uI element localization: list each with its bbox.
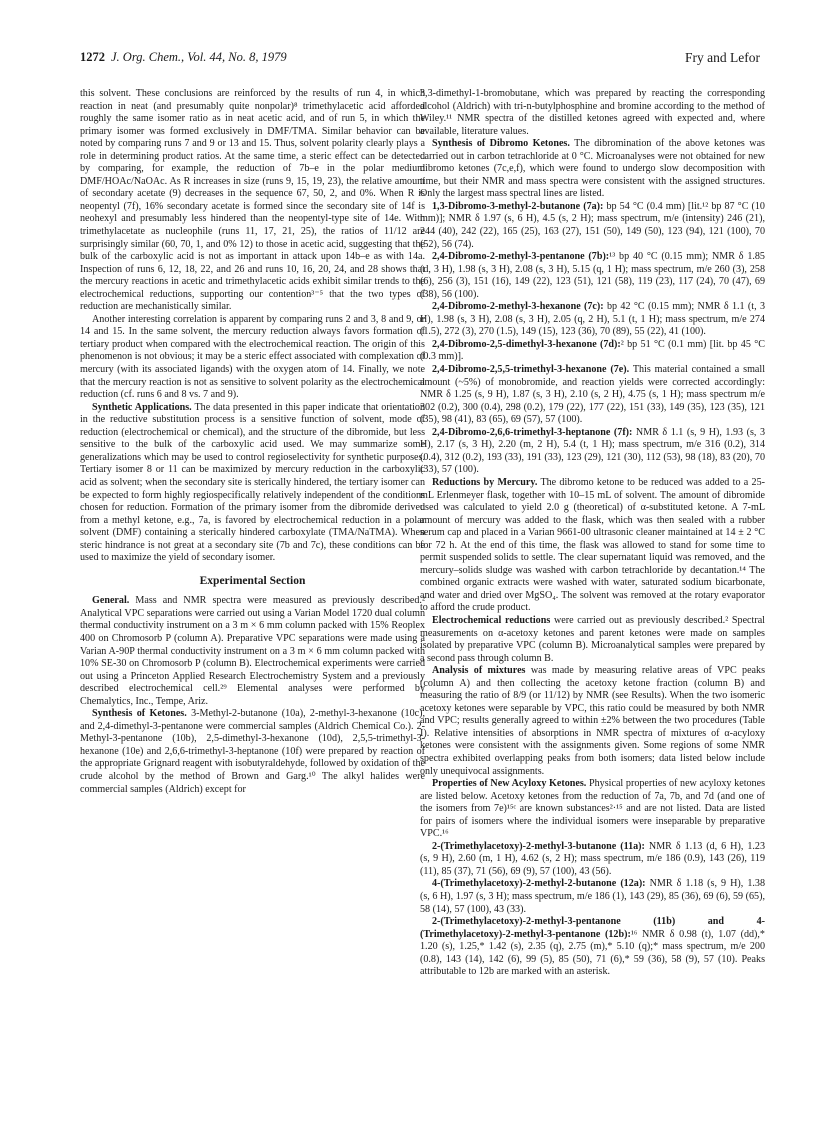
paragraph-text: The dibromo ketone to be reduced was added to a 25-mL Erlenmeyer flask, together with 10–15 mL of solvent. The amount of dibromide used was calculated to yield 2.0 g (theoretical) of α-substituted ketone. A 7-mL amount of mercury was added to the flask, which was then sealed with a rubber serum cap and placed in a Varian 9661-00 ultrasonic cleaner maintained at 14 ± 2 °C for 72 h. At the end of this time, the flask was allowed to stand for some time to permit suspended solids to settle. The clear supernatant liquid was removed, and the mercury–solids sludge was washed with carbon tetrachloride by decantation.¹⁴ The combined organic extracts were washed with water, saturated sodium bicarbonate, and water and dried over MgSO₄. The solvent was removed at the rotary evaporator to afford the crude product.	[420, 476, 765, 614]
run-in-heading: 2-(Trimethylacetoxy)-2-methyl-3-pentanone (11b) and 4-(Trimethylacetoxy)-2-methyl-3-pentanone (12b):	[420, 916, 765, 940]
run-in-heading: 2,4-Dibromo-2,5-dimethyl-3-hexanone (7d):	[432, 338, 621, 350]
paragraph	[80, 314, 425, 402]
paragraph	[420, 88, 765, 138]
run-in-heading: 2,4-Dibromo-2-methyl-3-pentanone (7b):	[432, 251, 610, 263]
page-header	[80, 50, 760, 72]
paragraph	[420, 916, 765, 979]
paragraph	[420, 778, 765, 841]
right-paragraphs	[420, 88, 765, 979]
run-in-heading: 4-(Trimethylacetoxy)-2-methyl-2-butanone (12a):	[432, 878, 646, 890]
run-in-heading: Reductions by Mercury.	[432, 476, 538, 488]
left-paragraphs	[80, 88, 425, 565]
run-in-heading: 2-(Trimethylacetoxy)-2-methyl-3-butanone (11a):	[432, 840, 645, 852]
paragraph-text: Another interesting correlation is apparent by comparing runs 2 and 3, 8 and 9, or 14 and 15. In the same solvent, the mercury reduction always favors formation of tertiary product when compared with the electrochemical reaction. The origin of this phenomenon is not obvious; it may be a steric effect associated with complexation of mercury (with its associated ligands) with the oxygen atom of 14. Finally, we note that the mercury reaction is not as sensitive to solvent polarity as the electrochemical reduction (cf. runs 6 and 8 vs. 7 and 9).	[80, 313, 425, 401]
run-in-heading: 2,4-Dibromo-2,5,5-trimethyl-3-hexanone (7e).	[432, 364, 630, 376]
paragraph	[80, 88, 425, 314]
paragraph	[420, 138, 765, 201]
paragraph-text: 3,3-dimethyl-1-bromobutane, which was prepared by reacting the corresponding alcohol (Aldrich) with tri-n-butylphosphine and bromine according to the method of Wiley.¹¹ NMR spectra of the distilled ketones agreed with expected and, where available, literature values.	[420, 88, 765, 137]
paragraph-text: NMR δ 1.18 (s, 9 H), 1.38 (s, 6 H), 1.97 (s, 3 H); mass spectrum, m/e 186 (1), 143 (29), 85 (36), 69 (6), 59 (65), 58 (14), 57 (100), 43 (33).	[420, 878, 766, 915]
paragraph	[80, 402, 425, 565]
paragraph-text: The dibromination of the above ketones was carried out in carbon tetrachloride at 0 °C. Microanalyses were not obtained for new dibromo ketones (7c,e,f), which were found to undergo slow decomposition with time, but their NMR and mass spectra were consistent with the assigned structures. Only the largest mass spectral lines are listed.	[420, 138, 765, 200]
run-in-heading: Analysis of mixtures	[432, 665, 526, 677]
run-in-heading: Synthesis of Ketones.	[92, 708, 187, 720]
paragraph-text: 3-Methyl-2-butanone (10a), 2-methyl-3-hexanone (10c), and 2,4-dimethyl-3-pentanone were commercial samples (Aldrich Chemical Co.). 2-Methyl-3-pentanone (10b), 2,5-dimethyl-3-hexanone (10d), 2,5,5-trimethyl-3-hexanone (10e) and 2,6,6-trimethyl-3-heptanone (10f) were prepared by reaction of the appropriate Grignard reagent with isobutyraldehyde, followed by oxidation of the crude alcohol by the method of Brown and Garg.¹⁰ The alkyl halides were commercial samples (Aldrich) except for	[80, 708, 425, 795]
paragraph-text: was made by measuring relative areas of VPC peaks (column A) and then collecting the acetoxy ketone fraction (column B) and measuring the ratio of 8/9 (or 11/12) by NMR (see Results). When the two isomeric acetoxy ketones were separable by VPC, this ratio could be measured by both NMR and VPC; results generally agreed to within ±2% between the two procedures (Table I). Relative intensities of absorptions in NMR spectra of mixtures of α-acyloxy ketones were consistent with the assignments given. Some regions of some NMR spectra exhibited overlapping peaks from both isomers; data listed below include only unequivocal assignments.	[420, 665, 765, 777]
paragraph	[80, 595, 425, 708]
paragraph	[420, 878, 765, 916]
experimental-paragraphs	[80, 595, 425, 796]
run-in-heading: Synthesis of Dibromo Ketones.	[432, 138, 570, 150]
header-citation	[80, 50, 287, 65]
paragraph	[420, 615, 765, 665]
paragraph-text: Physical properties of new acyloxy ketones are listed below. Acetoxy ketones from the reduction of 7a, 7b, and 7d (and one of the isomers from 7e)¹⁵ᶜ are known substances²·¹⁵ and are not listed. Data are listed for pairs of isomers where the individual isomers were inseparable by preparative VPC.¹⁶	[420, 778, 765, 840]
run-in-heading: 2,4-Dibromo-2-methyl-3-hexanone (7c):	[432, 301, 604, 313]
paragraph	[80, 708, 425, 796]
run-in-heading: Synthetic Applications.	[92, 401, 192, 413]
paragraph-text: ¹³ bp 40 °C (0.15 mm); NMR δ 1.85 (d, 3 H), 1.98 (s, 3 H), 2.08 (s, 3 H), 5.15 (q, 1 H); mass spectrum, m/e 260 (3), 258 (6), 256 (3), 151 (16), 149 (22), 123 (51), 121 (58), 119 (23), 117 (24), 70 (47), 69 (38), 56 (100).	[420, 251, 765, 300]
paragraph-text: NMR δ 1.13 (d, 6 H), 1.23 (s, 9 H), 2.60 (m, 1 H), 4.62 (s, 2 H); mass spectrum, m/e 186 (0.9), 143 (26), 119 (11), 85 (37), 71 (56), 69 (9), 57 (100), 43 (56).	[420, 840, 765, 877]
paragraph-text: ¹⁶ NMR δ 0.98 (t), 1.07 (dd),* 1.20 (s), 1.25,* 1.42 (s), 2.35 (q), 2.75 (m),* 5.10 (q);* mass spectrum, m/e 200 (0.8), 143 (14), 142 (6), 99 (5), 85 (50), 71 (6),* 59 (36), 58 (9), 57 (10). Peaks attributable to 12b are marked with an asterisk.	[420, 928, 765, 978]
left-column	[80, 88, 425, 796]
run-in-heading: Electrochemical reductions	[432, 614, 551, 626]
paragraph-text: bp 42 °C (0.15 mm); NMR δ 1.1 (t, 3 H), 1.98 (s, 3 H), 2.08 (s, 3 H), 2.05 (q, 2 H), 5.1 (t, 1 H); mass spectrum, m/e 274 (1.5), 272 (3), 270 (1.5), 149 (15), 123 (36), 70 (89), 55 (22), 41 (100).	[420, 301, 765, 338]
page-number: 1272	[80, 50, 105, 64]
run-in-heading: Properties of New Acyloxy Ketones.	[432, 778, 587, 790]
paragraph	[420, 477, 765, 615]
paragraph-text: NMR δ 1.1 (s, 9 H), 1.93 (s, 3 H), 2.17 (s, 3 H), 2.20 (m, 2 H), 5.4 (t, 1 H); mass spectrum, m/e 316 (0.2), 314 (0.4), 312 (0.2), 193 (33), 191 (33), 123 (29), 121 (30), 112 (53), 98 (18), 83 (20), 70 (33), 57 (100).	[420, 426, 765, 476]
right-column	[420, 88, 765, 979]
paragraph-text: bp 54 °C (0.4 mm) [lit.¹² bp 87 °C (10 mm)]; NMR δ 1.97 (s, 6 H), 4.5 (s, 2 H); mass spectrum, m/e (intensity) 246 (21), 244 (40), 242 (22), 165 (25), 163 (27), 151 (50), 149 (50), 123 (94), 121 (100), 70 (52), 56 (74).	[420, 200, 765, 250]
run-in-heading: General.	[92, 595, 130, 607]
paragraph-text: ² bp 51 °C (0.1 mm) [lit. bp 45 °C (0.3 mm)].	[420, 338, 765, 363]
paragraph-text: this solvent. These conclusions are reinforced by the results of run 4, in which reaction in neat (and presumably quite nonpolar)⁸ trimethylacetic acid afforded roughly the same isomer ratio as in neat acetic acid, and of run 5, in which the primary isomer was formed exclusively in DMF/TMA. Similar behavior can be noted by comparing runs 7 and 9 or 13 and 15. Thus, solvent polarity clearly plays a role in determining product ratios. At the same time, a steric effect can be detected by comparing, for example, the reduction of 7b–e in the polar medium DMF/HOAc/NaOAc. As R increases in size (runs 9, 15, 19, 23), the relative amount of secondary acetate (9) decreases in the sequence 67, 50, 2, and 0%. When R is neopentyl (7f), 16% secondary acetate is formed since the secondary site of 14f is neohexyl and presumably less hindered than the neopentyl-type site of 14e. With trimethylacetate as nucleophile (runs 11, 17, 21, 25), the ratios of 11/12 are surprisingly similar (60, 70, 1, and 0% 12) to those in acetic acid, suggesting that the bulk of the carboxylic acid is not as important in attack upon 14b–e as with 14a. Inspection of runs 6, 12, 18, 22, and 26 and runs 10, 16, 20, 24, and 28 shows that the mercury reactions in acetic and trimethylacetic acids exhibit similar trends to the electrochemical reductions, supporting our contention³⁻⁵ that the two types of reduction are mechanistically similar.	[80, 88, 425, 313]
paragraph-text: were carried out as previously described.² Spectral measurements on α-acetoxy ketones and parent ketones were made on samples isolated by preparative VPC (column B). Microanalytical samples were prepared by a second pass through column B.	[420, 614, 765, 664]
paragraph	[420, 301, 765, 339]
paragraph	[420, 841, 765, 879]
paragraph-text: This material contained a small amount (~5%) of monobromide, and reaction yields were corrected accordingly: NMR δ 1.25 (s, 9 H), 1.87 (s, 3 H), 2.10 (s, 2 H), 4.75 (s, 1 H); mass spectrum m/e 302 (0.2), 300 (0.4), 298 (0.2), 179 (22), 177 (22), 151 (33), 149 (35), 123 (35), 121 (35), 98 (41), 83 (65), 69 (57), 57 (100).	[420, 364, 766, 426]
section-title: Experimental Section	[199, 574, 306, 587]
paragraph-text: Mass and NMR spectra were measured as previously described.² Analytical VPC separations were carried out using a Varian Model 1720 dual column thermal conductivity instrument on a 3 m × 6 mm column packed with 15% Reoplex 400 on Chromosorb P (column A). Preparative VPC separations were made using a Varian A-90P thermal conductivity instrument on a 3 m × 6 mm column packed with 10% SE-30 on Chromosorb P (column B). Electrochemical experiments were carried out using a Princeton Applied Research Electrochemistry System and a previously described electrochemical cell.²⁹ Elemental analyses were performed by Chemalytics, Inc., Tempe, Ariz.	[80, 595, 425, 707]
run-in-heading: 1,3-Dibromo-3-methyl-2-butanone (7a):	[432, 200, 604, 212]
journal-reference: J. Org. Chem., Vol. 44, No. 8, 1979	[111, 50, 287, 64]
paragraph	[420, 201, 765, 251]
run-in-heading: 2,4-Dibromo-2,6,6-trimethyl-3-heptanone (7f):	[432, 426, 633, 438]
paragraph	[420, 427, 765, 477]
paragraph	[420, 665, 765, 778]
paragraph	[420, 339, 765, 364]
paragraph	[420, 364, 765, 427]
paragraph-text: The data presented in this paper indicate that orientation in the reductive substitution process is a sensitive function of solvent, mode of reduction (electrochemical or chemical), and the structure of the dibromide, but less sensitive to the bulk of the carboxylic acid used. We may summarize some generalizations which may be used to control regioselectivity for synthetic purposes. Tertiary isomer 8 or 11 can be maximized by mercury reduction in the carboxylic acid as solvent; when the secondary site is sterically hindered, the tertiary isomer can be expected to form highly regiospecifically relatively independent of the conditions chosen for reduction. Formation of the primary isomer from the dibromide derived from a methyl ketone, e.g., 7a, is favored by electrochemical reduction in a polar solvent (DMF) containing a sterically hindered carboxylate (TMA/NaTMA). When steric hindrance is not great at a secondary site (7b and 7c), these conditions can be used to maximize the yield of secondary isomer.	[80, 401, 425, 564]
paragraph	[420, 251, 765, 301]
header-authors: Fry and Lefor	[685, 50, 760, 65]
